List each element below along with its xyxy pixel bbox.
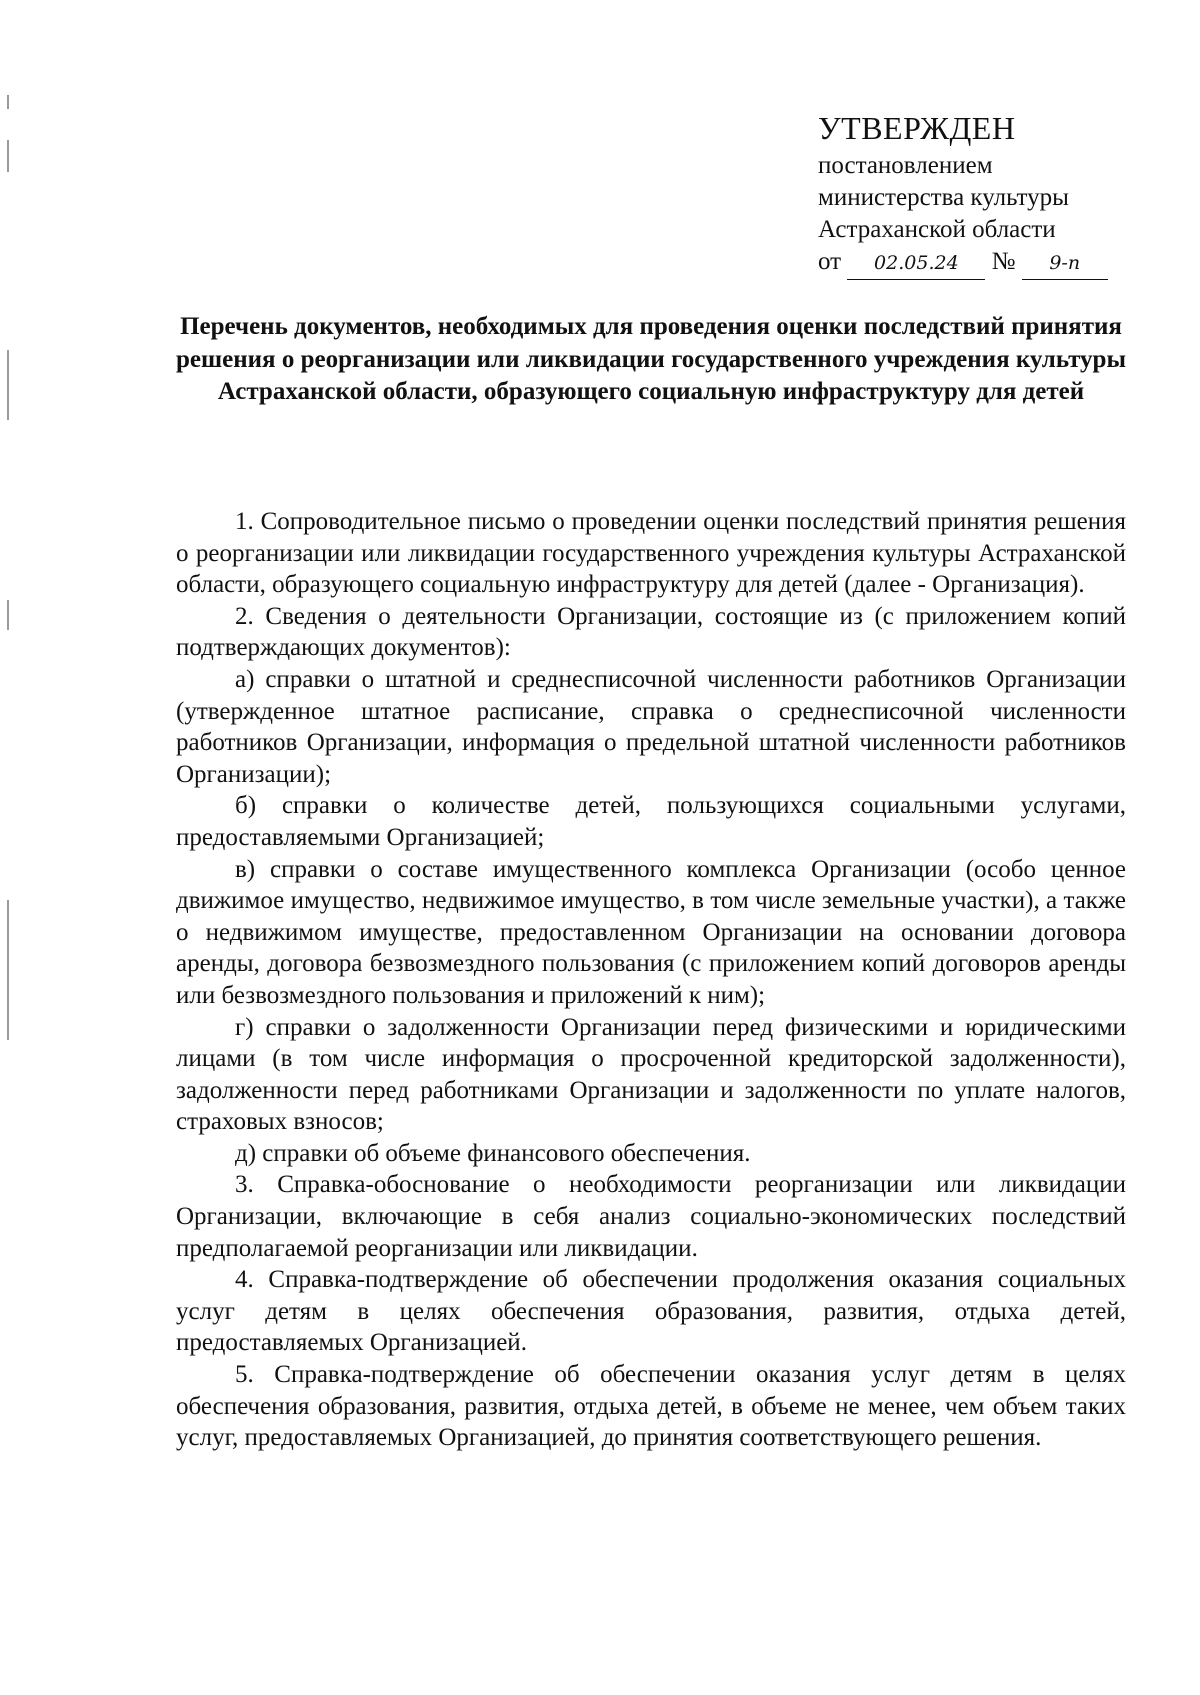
scan-edge-mark (7, 600, 9, 630)
list-item: б) справки о количестве детей, пользующихся социальными услугами, предоставляемыми Организацией; (176, 792, 1126, 851)
document-body (176, 506, 1126, 1454)
list-item: 3. Справка-обоснование о необходимости реорганизации или ликвидации Организации, включающие в себя анализ социально-экономических последствий предполагаемой реорганизации или ликвидации. (176, 1171, 1126, 1262)
handwritten-date: 02.05.24 (847, 247, 985, 280)
approval-line: Астраханской области (818, 216, 1056, 243)
list-item: г) справки о задолженности Организации перед физическими и юридическими лицами (в том числе информация о просроченной кредиторской задолженности), задолженности перед работниками Организации и задолженности по уплате налогов, страховых взносов; (176, 1013, 1126, 1136)
scan-edge-mark (7, 140, 9, 172)
approval-line: министерства культуры (818, 184, 1069, 211)
list-item: 5. Справка-подтверждение об обеспечении оказания услуг детям в целях обеспечения образования, развития, отдыха детей, в объеме не менее, чем объем таких услуг, предоставляемых Организацией, до принятия соответствующего решения. (176, 1361, 1126, 1452)
handwritten-number: 9-п (1022, 247, 1108, 280)
list-item: а) справки о штатной и среднесписочной численности работников Организации (утвержденное штатное расписание, справка о среднесписочной численности работников Организации, информация о предельной штатной численности работников Организации); (176, 665, 1126, 788)
date-prefix: от (818, 248, 842, 275)
list-item: 4. Справка-подтверждение об обеспечении продолжения оказания социальных услуг детям в целях обеспечения образования, развития, отдыха детей, предоставляемых Организацией. (176, 1266, 1126, 1357)
number-prefix: № (991, 248, 1016, 275)
list-item: 1. Сопроводительное письмо о проведении оценки последствий принятия решения о реорганизации или ликвидации государственного учреждения культуры Астраханской области, образующего социальную инфраструктуру для детей (далее - Организация). (176, 508, 1126, 599)
list-item: в) справки о составе имущественного комплекса Организации (особо ценное движимое имущество, недвижимое имущество, в том числе земельные участки), а также о недвижимом имуществе, предоставленном Организации на основании договора аренды, договора безвозмездного пользования (с приложением копий договоров аренды или безвозмездного пользования и приложений к ним); (176, 855, 1126, 1009)
approval-block (818, 108, 1178, 280)
approval-line: постановлением (818, 152, 993, 179)
list-item: д) справки об объеме финансового обеспечения. (235, 1139, 751, 1167)
scan-edge-mark (7, 900, 9, 1040)
document-title: Перечень документов, необходимых для проведения оценки последствий принятия решения о реорганизации или ликвидации государственного учреждения культуры Астраханской области, образующего социальную инфраструктуру для детей (176, 313, 1126, 405)
approval-date-line (818, 246, 1178, 280)
list-item: 2. Сведения о деятельности Организации, состоящие из (с приложением копий подтверждающих документов): (176, 602, 1126, 662)
scan-edge-mark (7, 350, 9, 420)
scan-edge-mark (7, 95, 9, 109)
approved-heading: УТВЕРЖДЕН (818, 110, 1016, 146)
